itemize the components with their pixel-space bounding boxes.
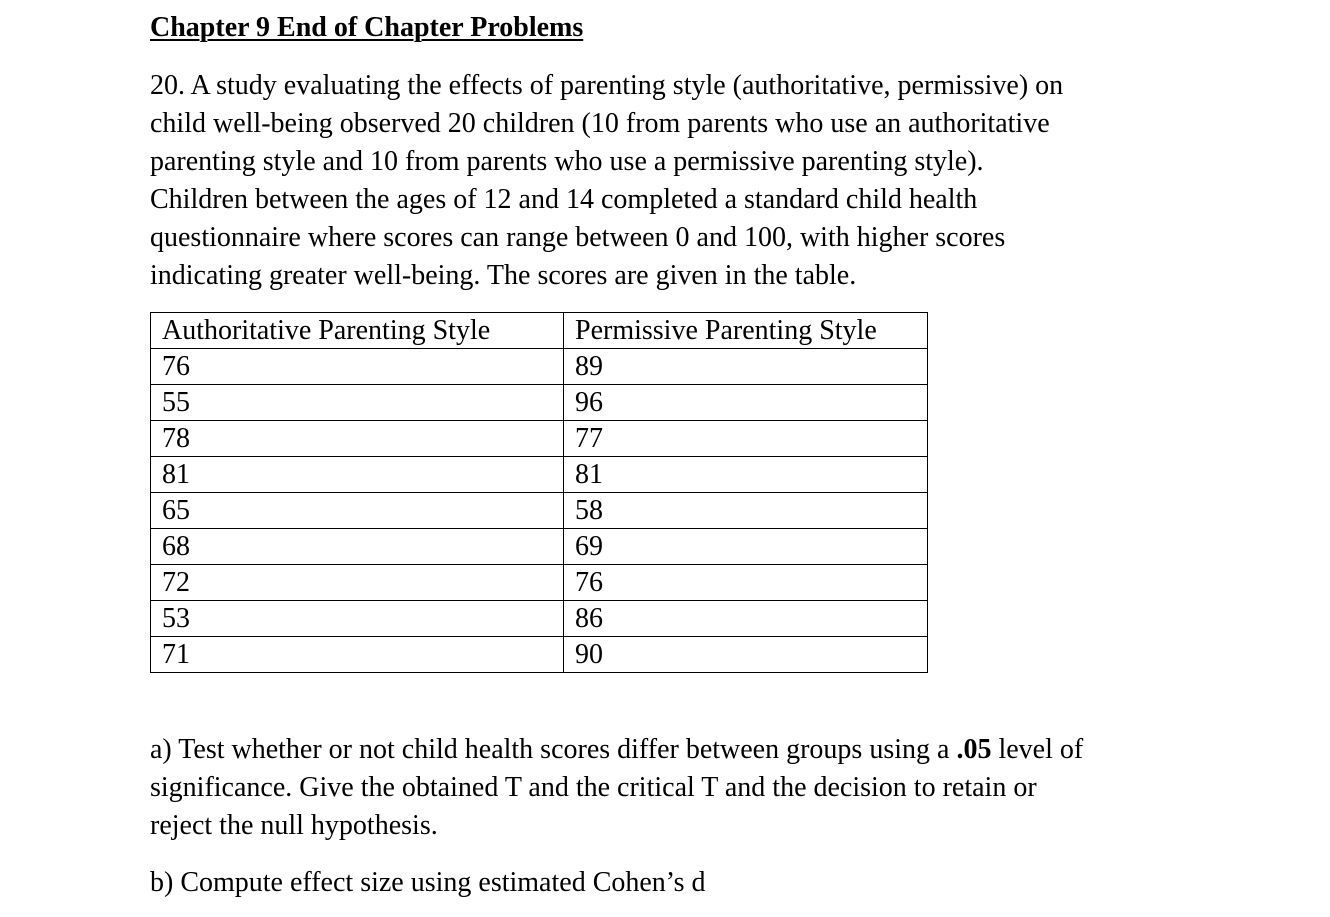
authoritative-score: 81 — [151, 457, 564, 493]
question-a-line-3: reject the null hypothesis. — [150, 810, 438, 841]
permissive-score: 86 — [564, 601, 928, 637]
table-row — [151, 601, 928, 637]
problem-line: Children between the ages of 12 and 14 completed a standard child health — [150, 184, 978, 215]
question-a-text: level of — [991, 734, 1084, 765]
header-permissive: Permissive Parenting Style — [564, 313, 928, 349]
table-row — [151, 349, 928, 385]
question-a-text: a) Test whether or not child health scores differ between groups using a — [150, 734, 957, 765]
table-row — [151, 493, 928, 529]
question-a — [150, 731, 1083, 845]
problem-line: parenting style and 10 from parents who use a permissive parenting style). — [150, 146, 984, 177]
authoritative-score: 68 — [151, 529, 564, 565]
permissive-score: 96 — [564, 385, 928, 421]
question-a-line-1 — [150, 731, 1083, 769]
problem-line: indicating greater well-being. The scores are given in the table. — [150, 260, 857, 291]
question-b: b) Compute effect size using estimated Cohen’s d — [150, 867, 706, 898]
permissive-score: 76 — [564, 565, 928, 601]
problem-line: questionnaire where scores can range between 0 and 100, with higher scores — [150, 222, 1006, 253]
authoritative-score: 72 — [151, 565, 564, 601]
permissive-score: 90 — [564, 637, 928, 673]
table-header-row — [151, 313, 928, 349]
scores-table — [150, 312, 928, 673]
table-row — [151, 385, 928, 421]
significance-level: .05 — [956, 734, 992, 765]
problem-line: child well-being observed 20 children (10 from parents who use an authoritative — [150, 108, 1050, 139]
authoritative-score: 78 — [151, 421, 564, 457]
authoritative-score: 55 — [151, 385, 564, 421]
problem-text — [150, 67, 1160, 295]
authoritative-score: 65 — [151, 493, 564, 529]
permissive-score: 58 — [564, 493, 928, 529]
table-row — [151, 637, 928, 673]
authoritative-score: 76 — [151, 349, 564, 385]
table-row — [151, 529, 928, 565]
authoritative-score: 71 — [151, 637, 564, 673]
chapter-heading: Chapter 9 End of Chapter Problems — [150, 12, 584, 43]
table-row — [151, 421, 928, 457]
problem-line: 20. A study evaluating the effects of parenting style (authoritative, permissive) on — [150, 70, 1064, 101]
table-row — [151, 565, 928, 601]
permissive-score: 81 — [564, 457, 928, 493]
header-authoritative: Authoritative Parenting Style — [151, 313, 564, 349]
table-row — [151, 457, 928, 493]
permissive-score: 77 — [564, 421, 928, 457]
authoritative-score: 53 — [151, 601, 564, 637]
permissive-score: 69 — [564, 529, 928, 565]
permissive-score: 89 — [564, 349, 928, 385]
question-a-line-2: significance. Give the obtained T and the critical T and the decision to retain or — [150, 772, 1037, 803]
